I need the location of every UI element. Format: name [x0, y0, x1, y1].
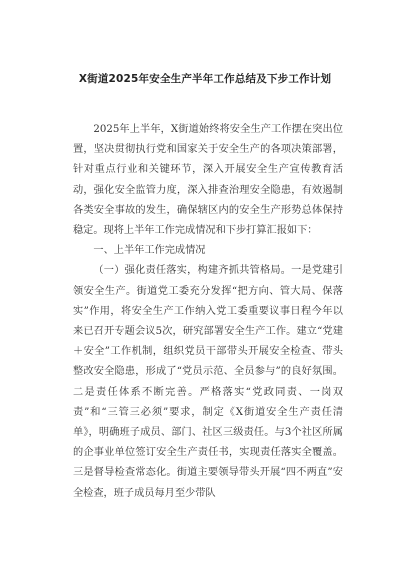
intro-paragraph: 2025年上半年，X街道始终将安全生产工作摆在突出位置，坚决贯彻执行党和国家关于安全生产的各项决策部署，针对重点行业和关键环节，深入开展安全生产宣传教育活动，强化安全监管力度，深入排查治理安全隐患，有效遏制各类安全事故的发生，确保辖区内的安全生产形势总体保持稳定。现将上半年工作完成情况和下步打算汇报如下： — [73, 124, 343, 237]
section-heading: 一、上半年工作完成情况 — [93, 245, 206, 257]
body-paragraph: （一）强化责任落实，构建齐抓共管格局。一是党建引领安全生产。街道党工委充分发挥“把方向、管大局、保落实”作用，将安全生产工作纳入党工委重要议事日程今年以来已召开专题会议5次，研究部署安全生产工作。建立“党建＋安全”工作机制，组织党员干部带头开展安全检查、带头整改安全隐患，形成了“党员示范、全员参与”的良好氛围。二是责任体系不断完善。严格落实“党政同责、一岗双责”和“三管三必须”要求，制定《X街道安全生产责任清单》，明确班子成员、部门、社区三级责任。与3个社区所属的企事业单位签订安全生产责任书，实现责任落实全覆盖。三是督导检查常态化。街道主要领导带头开展“四不两直”安全检查，班子成员每月至少带队 — [73, 265, 343, 499]
document-body — [73, 120, 343, 504]
document-title: X街道2025年安全生产半年工作总结及下步工作计划 — [78, 73, 332, 85]
